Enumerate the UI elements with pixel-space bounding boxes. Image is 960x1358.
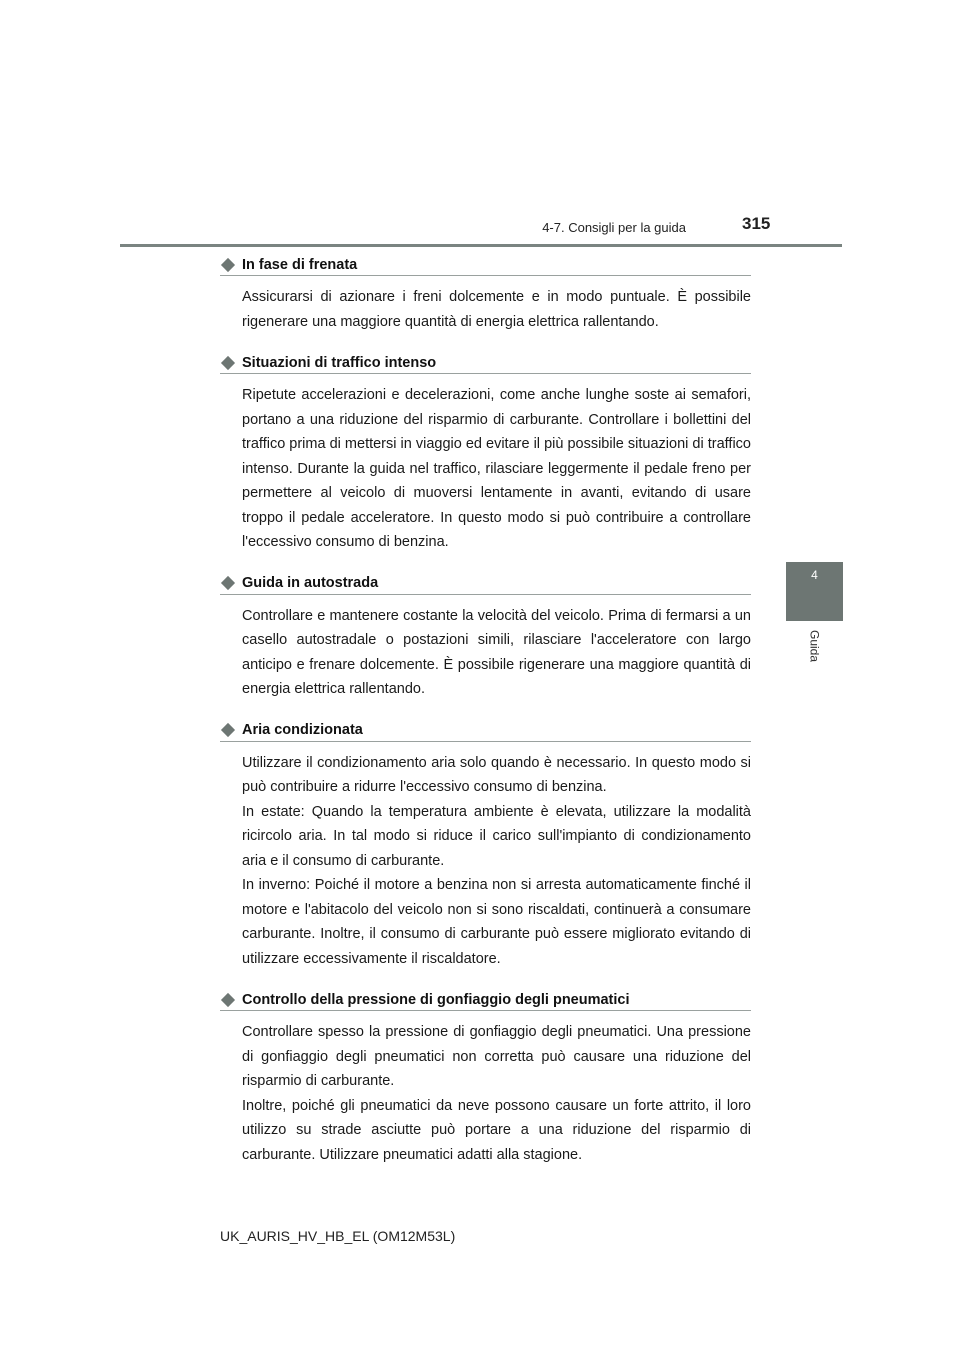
section-heading [220, 352, 751, 374]
chapter-label [786, 620, 843, 662]
chapter-tab [786, 562, 843, 621]
paragraph: Controllare spesso la pressione di gonfiaggio degli pneumatici. Una pressione di gonfiaggio degli pneumatici non corretta può causare una riduzione del risparmio di carburante. [242, 1024, 751, 1089]
section-heavy-traffic [220, 352, 751, 555]
section-title: Aria condizionata [242, 722, 363, 738]
section-tire-pressure [220, 989, 751, 1167]
section-highway [220, 573, 751, 702]
section-body [242, 751, 751, 972]
section-body [242, 285, 751, 334]
section-body [242, 1020, 751, 1167]
paragraph: Ripetute accelerazioni e decelerazioni, come anche lunghe soste ai semafori, portano a una riduzione del risparmio di carburante. Controllare i bollettini del traffico prima di mettersi in viaggio ed evitare il più possibile situazioni di traffico intenso. Durante la guida nel traffico, rilasciare leggermente il pedale freno per permettere al veicolo di muoversi lentamente in avanti, evitando di usare troppo il pedale acceleratore. In questo modo si può contribuire a controllare l'eccessivo consumo di benzina. [242, 387, 751, 550]
section-heading [220, 989, 751, 1011]
section-air-conditioning [220, 720, 751, 972]
page-number: 315 [742, 214, 771, 233]
section-braking [220, 254, 751, 334]
section-body [242, 604, 751, 702]
paragraph: In estate: Quando la temperatura ambiente è elevata, utilizzare la modalità ricircolo aria. In tal modo si riduce il carico sull'impianto di condizionamento aria e il consumo di carburante. [242, 803, 751, 869]
diamond-bullet-icon [221, 257, 235, 271]
section-heading [220, 720, 751, 742]
section-heading [220, 573, 751, 595]
diamond-bullet-icon [221, 355, 235, 369]
section-title: Guida in autostrada [242, 575, 379, 591]
paragraph: Utilizzare il condizionamento aria solo quando è necessario. In questo modo si può contribuire a ridurre l'eccessivo consumo di benzina. [242, 754, 751, 795]
header-section-title: 4-7. Consigli per la guida [542, 220, 686, 235]
chapter-label-text: Guida [807, 630, 822, 663]
section-title: Controllo della pressione di gonfiaggio degli pneumatici [242, 991, 630, 1008]
section-title: In fase di frenata [242, 256, 358, 273]
paragraph: Assicurarsi di azionare i freni dolcemente e in modo puntuale. È possibile rigenerare una maggiore quantità di energia elettrica rallentando. [242, 289, 751, 330]
chapter-tab-number: 4 [811, 568, 818, 582]
diamond-bullet-icon [221, 723, 235, 737]
document-code: UK_AURIS_HV_HB_EL (OM12M53L) [220, 1228, 456, 1244]
diamond-bullet-icon [221, 992, 235, 1006]
main-content [220, 254, 751, 1185]
section-body [242, 383, 751, 555]
diamond-bullet-icon [221, 576, 235, 590]
section-title: Situazioni di traffico intenso [242, 354, 437, 371]
header-divider [120, 244, 842, 247]
paragraph: Inoltre, poiché gli pneumatici da neve possono causare un forte attrito, il loro utilizzo su strade asciutte può portare a una riduzione del risparmio di carburante. Utilizzare pneumatici adatti alla stagione. [242, 1097, 751, 1163]
paragraph: In inverno: Poiché il motore a benzina non si arresta automaticamente finché il motore e l'abitacolo del veicolo non si sono riscaldati, continuerà a consumare carburante. Inoltre, il consumo di carburante può essere migliorato evitando di utilizzare eccessivamente il riscaldatore. [242, 877, 751, 967]
section-heading [220, 254, 751, 276]
paragraph: Controllare e mantenere costante la velocità del veicolo. Prima di fermarsi a un casello autostradale o postazioni simili, rilasciare l'acceleratore con largo anticipo e frenare dolcemente. È possibile rigenerare una maggiore quantità di energia elettrica rallentando. [242, 607, 751, 697]
